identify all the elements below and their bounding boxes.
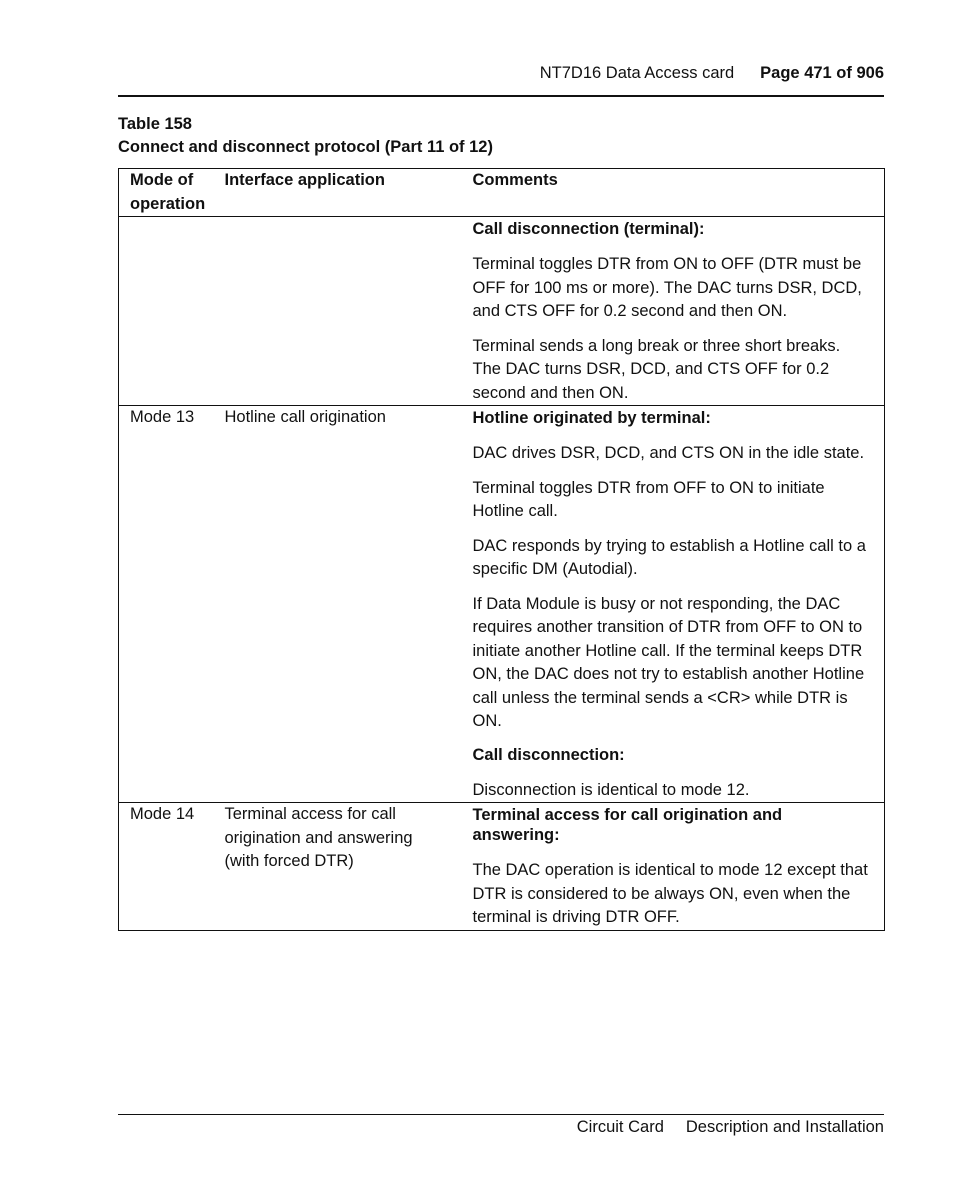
comment-paragraph: DAC responds by trying to establish a Hotline call to a specific DM (Autodial). xyxy=(472,536,866,578)
table-row xyxy=(119,406,885,803)
column-header-mode-line1: Mode of xyxy=(130,171,194,189)
column-header-comments: Comments xyxy=(472,171,558,189)
cell-interface-application: Hotline call origination xyxy=(224,408,386,426)
cell-mode xyxy=(119,217,225,406)
comment-paragraph: Disconnection is identical to mode 12. xyxy=(472,780,750,799)
comment-paragraph: Terminal toggles DTR from ON to OFF (DTR must be OFF for 100 ms or more). The DAC turns DSR, DCD, and CTS OFF for 0.2 second and then ON. xyxy=(472,255,862,320)
table-row xyxy=(119,217,885,406)
header-divider xyxy=(118,95,884,97)
cell-comments xyxy=(473,406,885,803)
comment-paragraph: DAC drives DSR, DCD, and CTS ON in the idle state. xyxy=(472,444,865,462)
page-number: Page 471 of 906 xyxy=(760,64,884,82)
table-row xyxy=(119,803,885,931)
comment-heading: Terminal access for call origination and answering: xyxy=(472,806,783,844)
document-title: NT7D16 Data Access card xyxy=(539,64,735,82)
comment-paragraph: The DAC operation is identical to mode 12 except that DTR is considered to be always ON, even when the terminal is driving DTR OFF. xyxy=(472,861,868,926)
cell-interface-application: Terminal access for call origination and answering (with forced DTR) xyxy=(224,805,413,870)
page-header xyxy=(118,64,884,88)
comment-heading: Call disconnection (terminal): xyxy=(472,220,705,238)
cell-comments xyxy=(473,217,885,406)
table-body xyxy=(119,217,885,931)
table-caption xyxy=(118,113,493,159)
column-header-interface: Interface application xyxy=(224,171,385,189)
cell-mode: Mode 14 xyxy=(130,805,195,823)
comment-paragraph: Terminal toggles DTR from OFF to ON to initiate Hotline call. xyxy=(472,478,825,520)
footer-right: Description and Installation xyxy=(685,1118,884,1136)
footer-left: Circuit Card xyxy=(576,1118,664,1136)
table-header-row xyxy=(119,169,885,217)
comment-heading: Call disconnection: xyxy=(472,745,625,764)
footer-divider xyxy=(118,1114,884,1115)
column-header-mode xyxy=(119,169,225,217)
comment-paragraph: Terminal sends a long break or three short breaks. The DAC turns DSR, DCD, and CTS OFF for 0.2 second and then ON. xyxy=(472,336,841,402)
cell-interface-application xyxy=(225,217,473,406)
comment-heading: Hotline originated by terminal: xyxy=(472,409,711,427)
page-footer xyxy=(118,1118,884,1137)
column-header-mode-line2: operation xyxy=(130,194,206,213)
table-title: Connect and disconnect protocol (Part 11 of 12) xyxy=(118,138,493,156)
table-number: Table 158 xyxy=(118,115,192,133)
protocol-table xyxy=(118,168,885,931)
cell-mode: Mode 13 xyxy=(130,408,195,426)
comment-paragraph: If Data Module is busy or not responding, the DAC requires another transition of DTR from OFF to ON to initiate another Hotline call. If the terminal keeps DTR ON, the DAC does not try to establish another Hotline call unless the terminal sends a <CR> while DTR is ON. xyxy=(472,594,865,730)
cell-comments xyxy=(473,803,885,931)
